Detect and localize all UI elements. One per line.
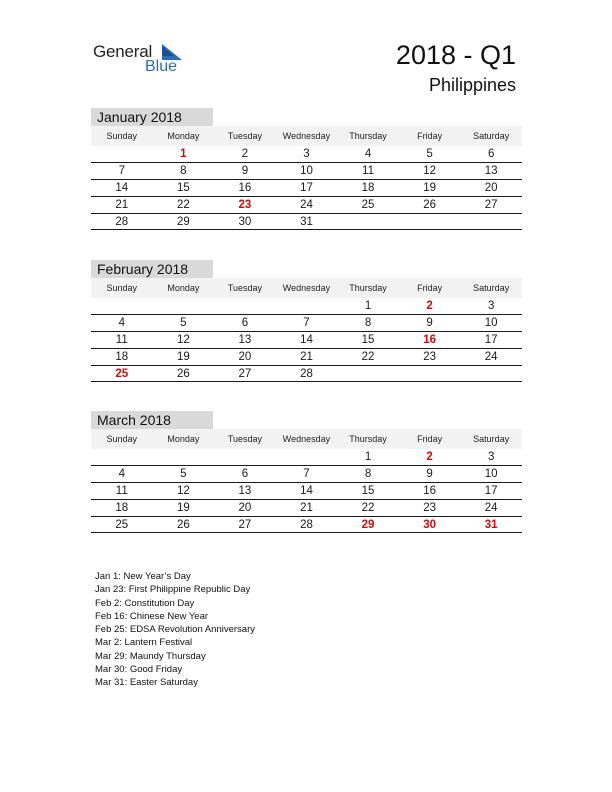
day-cell: 23 [214,196,276,213]
holiday-item: Feb 25: EDSA Revolution Anniversary [95,624,256,636]
day-cell: 10 [460,315,522,332]
day-cell: 1 [337,449,399,466]
day-cell: 20 [214,348,276,365]
day-cell: 15 [337,332,399,349]
holiday-item: Mar 2: Lantern Festival [95,637,193,649]
day-cell: 17 [276,180,338,197]
generalblue-logo [93,42,193,78]
logo-word-blue: Blue [145,58,178,75]
day-cell: 31 [460,516,522,533]
day-cell: 13 [214,483,276,500]
weekday-header: Monday [153,126,215,146]
day-cell: 11 [337,163,399,180]
weekday-header: Friday [399,429,461,449]
empty-day-cell [91,449,153,466]
weekday-header: Thursday [337,126,399,146]
day-cell: 19 [153,499,215,516]
day-cell: 9 [399,466,461,483]
day-cell: 8 [153,163,215,180]
empty-day-cell [399,365,461,382]
day-cell: 4 [91,315,153,332]
day-cell: 11 [91,483,153,500]
holiday-item: Feb 2: Constitution Day [95,597,195,609]
month-label: March 2018 [91,411,213,429]
month-label: January 2018 [91,108,213,126]
day-cell: 21 [91,196,153,213]
month-january [91,108,522,230]
weekday-header: Wednesday [276,278,338,298]
weekday-header: Thursday [337,429,399,449]
day-cell: 18 [91,499,153,516]
holiday-item: Feb 16: Chinese New Year [95,610,209,622]
page-title: 2018 - Q1 [395,40,516,70]
day-cell: 12 [399,163,461,180]
day-cell: 2 [399,298,461,315]
day-cell: 26 [153,516,215,533]
day-cell: 12 [153,483,215,500]
weekday-header: Tuesday [214,429,276,449]
day-cell: 18 [91,348,153,365]
weekday-header: Monday [153,278,215,298]
week-row [91,180,522,197]
day-cell: 3 [460,298,522,315]
day-cell: 20 [460,180,522,197]
weekday-header: Saturday [460,126,522,146]
month-february [91,260,522,382]
calendar-grid [91,278,522,382]
day-cell: 26 [399,196,461,213]
day-cell: 25 [337,196,399,213]
holiday-list [95,570,255,690]
day-cell: 24 [460,499,522,516]
day-cell: 16 [214,180,276,197]
day-cell: 14 [276,483,338,500]
weekday-header: Wednesday [276,429,338,449]
day-cell: 5 [399,146,461,163]
empty-day-cell [337,365,399,382]
empty-day-cell [399,213,461,230]
weekday-header: Saturday [460,429,522,449]
week-row [91,163,522,180]
empty-day-cell [214,449,276,466]
country-name: Philippines [428,75,516,95]
week-row [91,516,522,533]
week-row [91,483,522,500]
day-cell: 15 [337,483,399,500]
empty-day-cell [276,298,338,315]
calendar-grid [91,126,522,230]
day-cell: 23 [399,348,461,365]
day-cell: 5 [153,466,215,483]
day-cell: 4 [337,146,399,163]
empty-day-cell [460,365,522,382]
day-cell: 2 [399,449,461,466]
holiday-item: Mar 31: Easter Saturday [95,677,198,689]
day-cell: 18 [337,180,399,197]
day-cell: 13 [460,163,522,180]
weekday-header: Sunday [91,126,153,146]
day-cell: 26 [153,365,215,382]
day-cell: 23 [399,499,461,516]
day-cell: 6 [460,146,522,163]
day-cell: 28 [276,516,338,533]
weekday-header: Tuesday [214,278,276,298]
day-cell: 30 [214,213,276,230]
day-cell: 24 [276,196,338,213]
day-cell: 10 [460,466,522,483]
day-cell: 11 [91,332,153,349]
month-label: February 2018 [91,260,213,278]
weekday-header: Monday [153,429,215,449]
day-cell: 28 [91,213,153,230]
day-cell: 7 [276,315,338,332]
holiday-item: Jan 1: New Year’s Day [95,571,191,582]
day-cell: 7 [91,163,153,180]
holiday-item: Mar 29: Maundy Thursday [95,650,206,662]
calendar-grid [91,429,522,533]
empty-day-cell [460,213,522,230]
empty-day-cell [153,449,215,466]
weekday-header: Friday [399,126,461,146]
day-cell: 21 [276,348,338,365]
day-cell: 8 [337,315,399,332]
day-cell: 3 [276,146,338,163]
empty-day-cell [214,298,276,315]
week-row [91,146,522,163]
day-cell: 27 [214,516,276,533]
day-cell: 28 [276,365,338,382]
week-row [91,196,522,213]
day-cell: 9 [399,315,461,332]
week-row [91,449,522,466]
day-cell: 27 [214,365,276,382]
weekday-header: Sunday [91,429,153,449]
day-cell: 14 [91,180,153,197]
holiday-item: Jan 23: First Philippine Republic Day [95,584,251,596]
weekday-header: Tuesday [214,126,276,146]
day-cell: 13 [214,332,276,349]
day-cell: 19 [153,348,215,365]
day-cell: 16 [399,483,461,500]
week-row [91,213,522,230]
day-cell: 30 [399,516,461,533]
day-cell: 5 [153,315,215,332]
day-cell: 8 [337,466,399,483]
holiday-item: Mar 30: Good Friday [95,664,183,676]
logo-word-general: General [93,42,153,61]
day-cell: 16 [399,332,461,349]
day-cell: 10 [276,163,338,180]
day-cell: 14 [276,332,338,349]
week-row [91,298,522,315]
day-cell: 25 [91,516,153,533]
weekday-header: Saturday [460,278,522,298]
weekday-header: Thursday [337,278,399,298]
empty-day-cell [153,298,215,315]
day-cell: 21 [276,499,338,516]
day-cell: 1 [153,146,215,163]
day-cell: 2 [214,146,276,163]
week-row [91,499,522,516]
day-cell: 27 [460,196,522,213]
day-cell: 22 [153,196,215,213]
day-cell: 9 [214,163,276,180]
weekday-header: Wednesday [276,126,338,146]
day-cell: 20 [214,499,276,516]
day-cell: 22 [337,348,399,365]
empty-day-cell [337,213,399,230]
day-cell: 3 [460,449,522,466]
empty-day-cell [276,449,338,466]
day-cell: 17 [460,483,522,500]
week-row [91,466,522,483]
weekday-header: Friday [399,278,461,298]
day-cell: 12 [153,332,215,349]
day-cell: 31 [276,213,338,230]
day-cell: 17 [460,332,522,349]
day-cell: 6 [214,466,276,483]
weekday-header: Sunday [91,278,153,298]
day-cell: 1 [337,298,399,315]
week-row [91,365,522,382]
day-cell: 15 [153,180,215,197]
week-row [91,348,522,365]
month-march [91,411,522,533]
week-row [91,332,522,349]
day-cell: 25 [91,365,153,382]
day-cell: 29 [337,516,399,533]
day-cell: 29 [153,213,215,230]
day-cell: 19 [399,180,461,197]
week-row [91,315,522,332]
day-cell: 6 [214,315,276,332]
empty-day-cell [91,146,153,163]
day-cell: 22 [337,499,399,516]
day-cell: 7 [276,466,338,483]
empty-day-cell [91,298,153,315]
day-cell: 4 [91,466,153,483]
day-cell: 24 [460,348,522,365]
